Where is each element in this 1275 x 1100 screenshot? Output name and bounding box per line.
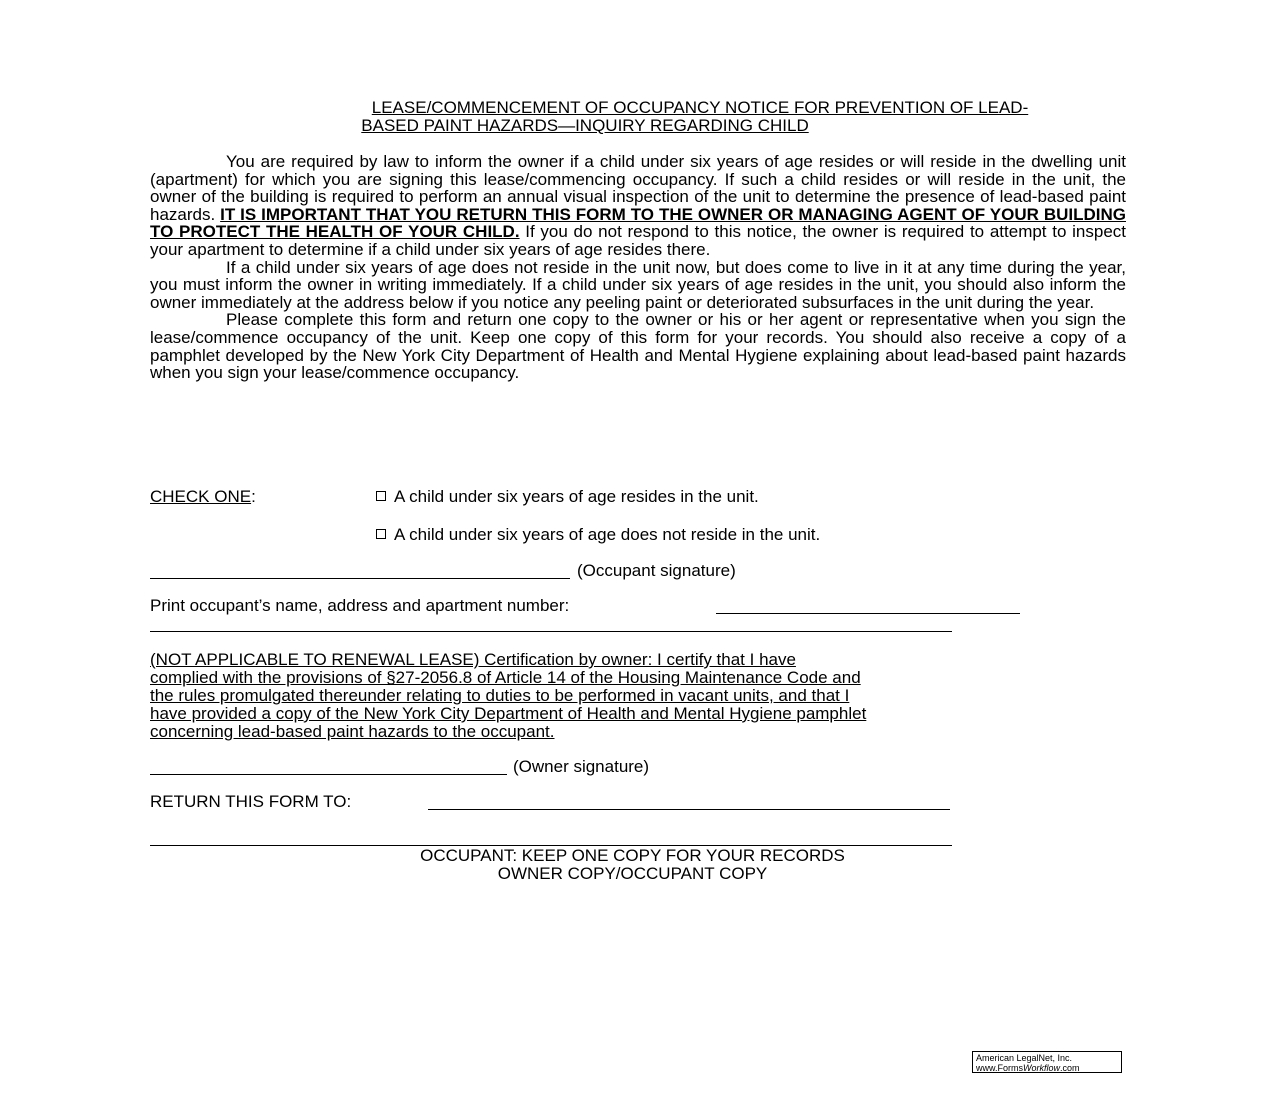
notice-body (150, 153, 1126, 382)
check-one-label: CHECK ONE (150, 487, 252, 506)
owner-certification (150, 651, 1130, 741)
stamp-url-c: .com (1060, 1063, 1080, 1073)
publisher-stamp (972, 1051, 1122, 1073)
check-one-colon: : (251, 487, 256, 506)
print-name-label: Print occupant’s name, address and apartment number: (150, 596, 570, 615)
certification-line-3: the rules promulgated thereunder relating to duties to be performed in vacant units, and that I (150, 686, 850, 705)
option-does-not-reside-label: A child under six years of age does not reside in the unit. (394, 525, 821, 544)
important-notice: IT IS IMPORTANT THAT YOU RETURN THIS FORM TO THE OWNER OR MANAGING AGENT OF YOUR BUILDING TO PROTECT THE HEALTH OF YOUR CHILD. (150, 204, 1126, 242)
check-one-row (150, 487, 256, 507)
footer-keep-copy: OCCUPANT: KEEP ONE COPY FOR YOUR RECORDS (420, 846, 845, 865)
checkbox-does-not-reside[interactable] (376, 529, 386, 539)
certification-line-5: concerning lead-based paint hazards to the occupant. (150, 722, 555, 741)
footer-copy-type: OWNER COPY/OCCUPANT COPY (497, 864, 768, 883)
occupant-signature-line[interactable] (150, 578, 570, 579)
option-does-not-reside[interactable] (376, 525, 820, 545)
paragraph-1 (150, 153, 1126, 259)
paragraph-1-text-a: You are required by law to inform the owner if a child under six years of age resides or will reside in the dwelling unit (apartment) for which you are signing this lease/commencing occupancy. If such a child resides or will reside in the unit, the owner of the building is required to perform an annual visual inspection of the unit to determine the presence of lead-based paint hazards. (150, 152, 1126, 224)
stamp-url-a: www.Forms (976, 1063, 1023, 1073)
stamp-url-b: Workflow (1023, 1063, 1061, 1073)
stamp-line-2 (976, 1063, 1121, 1073)
return-form-label: RETURN THIS FORM TO: (150, 792, 352, 811)
owner-signature-label: (Owner signature) (513, 757, 650, 776)
certification-line-4: have provided a copy of the New York City Department of Health and Mental Hygiene pamphlet (150, 704, 867, 723)
certification-line-1: (NOT APPLICABLE TO RENEWAL LEASE) Certification by owner: I certify that I have (150, 650, 796, 669)
owner-signature-line[interactable] (150, 774, 507, 775)
paragraph-1-text-b: If you do not respond to this notice, the owner is required to attempt to inspect your apartment to determine if a child under six years of age resides there. (150, 222, 1126, 259)
paragraph-3: Please complete this form and return one copy to the owner or his or her agent or representative when you sign the lease/commence occupancy of the unit. Keep one copy of this form for your records. You should also receive a copy of a pamphlet developed by the New York City Department of Health and Mental Hygiene explaining about lead-based paint hazards when you sign your lease/commence occupancy. (150, 310, 1126, 383)
occupant-signature-label: (Occupant signature) (577, 561, 736, 580)
checkbox-resides[interactable] (376, 491, 386, 501)
certification-line-2: complied with the provisions of §27-2056.8 of Article 14 of the Housing Maintenance Code and (150, 668, 861, 687)
option-resides[interactable] (376, 487, 759, 507)
option-resides-label: A child under six years of age resides in the unit. (394, 487, 759, 506)
paragraph-2: If a child under six years of age does not reside in the unit now, but does come to live in it at any time during the year, you must inform the owner in writing immediately. If a child under six years of age resides in the unit, you should also inform the owner immediately at the address below if you notice any peeling paint or deteriorated subsurfaces in the unit during the year. (150, 257, 1126, 312)
return-address-line[interactable] (428, 809, 950, 810)
stamp-line-1: American LegalNet, Inc. (976, 1053, 1073, 1063)
title-line-1: LEASE/COMMENCEMENT OF OCCUPANCY NOTICE FOR PREVENTION OF LEAD- (371, 98, 1029, 117)
print-name-line[interactable] (716, 613, 1020, 614)
title-line-2: BASED PAINT HAZARDS—INQUIRY REGARDING CHILD (361, 116, 809, 135)
document-title (150, 99, 1200, 135)
print-address-line[interactable] (150, 631, 952, 632)
